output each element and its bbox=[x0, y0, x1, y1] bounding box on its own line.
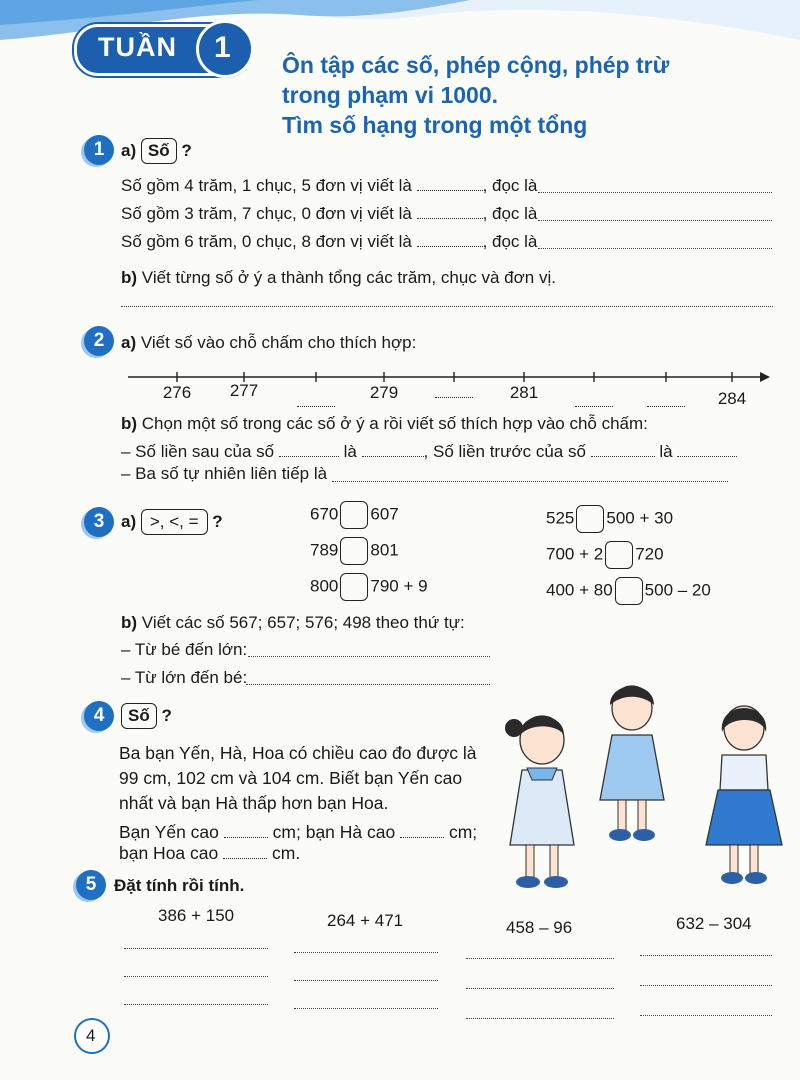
work-line[interactable] bbox=[640, 985, 772, 986]
answer-line[interactable] bbox=[332, 481, 728, 482]
work-line[interactable] bbox=[124, 976, 268, 977]
question-3-number: 3 bbox=[84, 507, 114, 537]
title-line-1: Ôn tập các số, phép cộng, phép trừ bbox=[282, 52, 670, 78]
girl-yen-figure bbox=[505, 716, 574, 888]
compare-answer-box[interactable] bbox=[340, 573, 368, 601]
answer-blank[interactable] bbox=[400, 823, 444, 838]
number-line-blank[interactable] bbox=[432, 383, 476, 403]
work-line[interactable] bbox=[640, 955, 772, 956]
compare-answer-box[interactable] bbox=[340, 537, 368, 565]
q5-expr-4: 632 – 304 bbox=[676, 914, 752, 933]
q3-ascending: – Từ bé đến lớn: bbox=[121, 640, 248, 659]
q3-part-a: a) >, <, = ? bbox=[121, 509, 223, 535]
girl-hoa-figure bbox=[706, 706, 782, 884]
page-number-badge bbox=[74, 1018, 110, 1054]
lesson-title bbox=[282, 50, 669, 140]
week-badge bbox=[74, 22, 252, 74]
compare-row: 670 607 bbox=[310, 501, 399, 529]
number-line-blank[interactable] bbox=[644, 392, 688, 412]
q1-row-1: Số gồm 4 trăm, 1 chục, 5 đơn vị viết là , đọc là bbox=[121, 176, 538, 195]
q5-expr-3: 458 – 96 bbox=[506, 918, 573, 937]
answer-blank[interactable] bbox=[417, 176, 483, 191]
question-5-number: 5 bbox=[76, 870, 106, 900]
work-line[interactable] bbox=[124, 948, 268, 949]
q1-row-2: Số gồm 3 trăm, 7 chục, 0 đơn vị viết là , đọc là bbox=[121, 204, 538, 223]
answer-blank[interactable] bbox=[677, 442, 737, 457]
q4-fill-1: Bạn Yến cao cm; bạn Hà cao cm; bbox=[119, 822, 478, 842]
compare-row: 800 790 + 9 bbox=[310, 573, 428, 601]
number-line-label: 281 bbox=[509, 383, 539, 402]
compare-answer-box[interactable] bbox=[605, 541, 633, 569]
answer-line[interactable] bbox=[538, 248, 772, 249]
q2-line-1: – Số liền sau của số là , Số liền trước của số là bbox=[121, 442, 737, 462]
q4-header: Số ? bbox=[121, 703, 172, 729]
so-box: Số bbox=[141, 138, 177, 164]
q5-title: Đặt tính rồi tính. bbox=[114, 876, 245, 895]
work-line[interactable] bbox=[466, 1018, 614, 1019]
answer-line[interactable] bbox=[248, 656, 490, 657]
title-line-3: Tìm số hạng trong một tổng bbox=[282, 112, 588, 138]
work-line[interactable] bbox=[640, 1015, 772, 1016]
compare-row: 400 + 80 500 – 20 bbox=[546, 577, 711, 605]
answer-blank[interactable] bbox=[417, 204, 483, 219]
work-line[interactable] bbox=[124, 1004, 268, 1005]
compare-box: >, <, = bbox=[141, 509, 208, 535]
question-2-number: 2 bbox=[84, 326, 114, 356]
work-line[interactable] bbox=[466, 988, 614, 989]
answer-blank[interactable] bbox=[362, 442, 424, 457]
compare-answer-box[interactable] bbox=[340, 501, 368, 529]
number-line-label: 279 bbox=[369, 383, 399, 402]
number-line-blank[interactable] bbox=[294, 392, 338, 412]
q2-part-a: a) Viết số vào chỗ chấm cho thích hợp: bbox=[121, 333, 417, 352]
girl-ha-figure bbox=[600, 686, 664, 841]
three-girls-illustration bbox=[492, 680, 792, 900]
q4-text: Ba bạn Yến, Hà, Hoa có chiều cao đo được là 99 cm, 102 cm và 104 cm. Biết bạn Yến cao nhất và bạn Hà thấp hơn bạn Hoa. bbox=[119, 743, 477, 813]
compare-answer-box[interactable] bbox=[576, 505, 604, 533]
compare-row: 700 + 2 720 bbox=[546, 541, 664, 569]
work-line[interactable] bbox=[294, 952, 438, 953]
q5-expr-1: 386 + 150 bbox=[158, 906, 235, 925]
q1-row-3: Số gồm 6 trăm, 0 chục, 8 đơn vị viết là , đọc là bbox=[121, 232, 538, 251]
so-box: Số bbox=[121, 703, 157, 729]
answer-blank[interactable] bbox=[223, 844, 267, 859]
answer-line[interactable] bbox=[121, 306, 773, 307]
answer-blank[interactable] bbox=[591, 442, 655, 457]
q2-part-b: b) Chọn một số trong các số ở ý a rồi viết số thích hợp vào chỗ chấm: bbox=[121, 414, 648, 433]
title-line-2: trong phạm vi 1000. bbox=[282, 82, 499, 108]
answer-blank[interactable] bbox=[279, 442, 339, 457]
answer-line[interactable] bbox=[538, 220, 772, 221]
q5-expr-2: 264 + 471 bbox=[327, 911, 404, 930]
week-label: TUẦN bbox=[98, 32, 177, 62]
answer-blank[interactable] bbox=[417, 232, 483, 247]
q3-descending: – Từ lớn đến bé: bbox=[121, 668, 248, 687]
week-number: 1 bbox=[214, 31, 231, 64]
answer-line[interactable] bbox=[538, 192, 772, 193]
question-4-number: 4 bbox=[84, 701, 114, 731]
q1-part-b: b) Viết từng số ở ý a thành tổng các trăm, chục và đơn vị. bbox=[121, 268, 556, 287]
answer-blank[interactable] bbox=[224, 823, 268, 838]
number-line-label: 276 bbox=[162, 383, 192, 402]
work-line[interactable] bbox=[294, 980, 438, 981]
page-number: 4 bbox=[86, 1026, 96, 1045]
q4-fill-2: bạn Hoa cao cm. bbox=[119, 843, 301, 863]
q3-part-b: b) Viết các số 567; 657; 576; 498 theo thứ tự: bbox=[121, 613, 465, 632]
question-1-number: 1 bbox=[84, 135, 114, 165]
compare-row: 525 500 + 30 bbox=[546, 505, 673, 533]
number-line-label: 284 bbox=[717, 389, 747, 408]
answer-line[interactable] bbox=[246, 684, 490, 685]
q2-line-2: – Ba số tự nhiên liên tiếp là bbox=[121, 464, 328, 483]
compare-row: 789 801 bbox=[310, 537, 399, 565]
work-line[interactable] bbox=[466, 958, 614, 959]
work-line[interactable] bbox=[294, 1008, 438, 1009]
compare-answer-box[interactable] bbox=[615, 577, 643, 605]
number-line-blank[interactable] bbox=[572, 392, 616, 412]
q1-part-a: a) Số ? bbox=[121, 138, 192, 164]
number-line-label: 277 bbox=[229, 381, 259, 400]
